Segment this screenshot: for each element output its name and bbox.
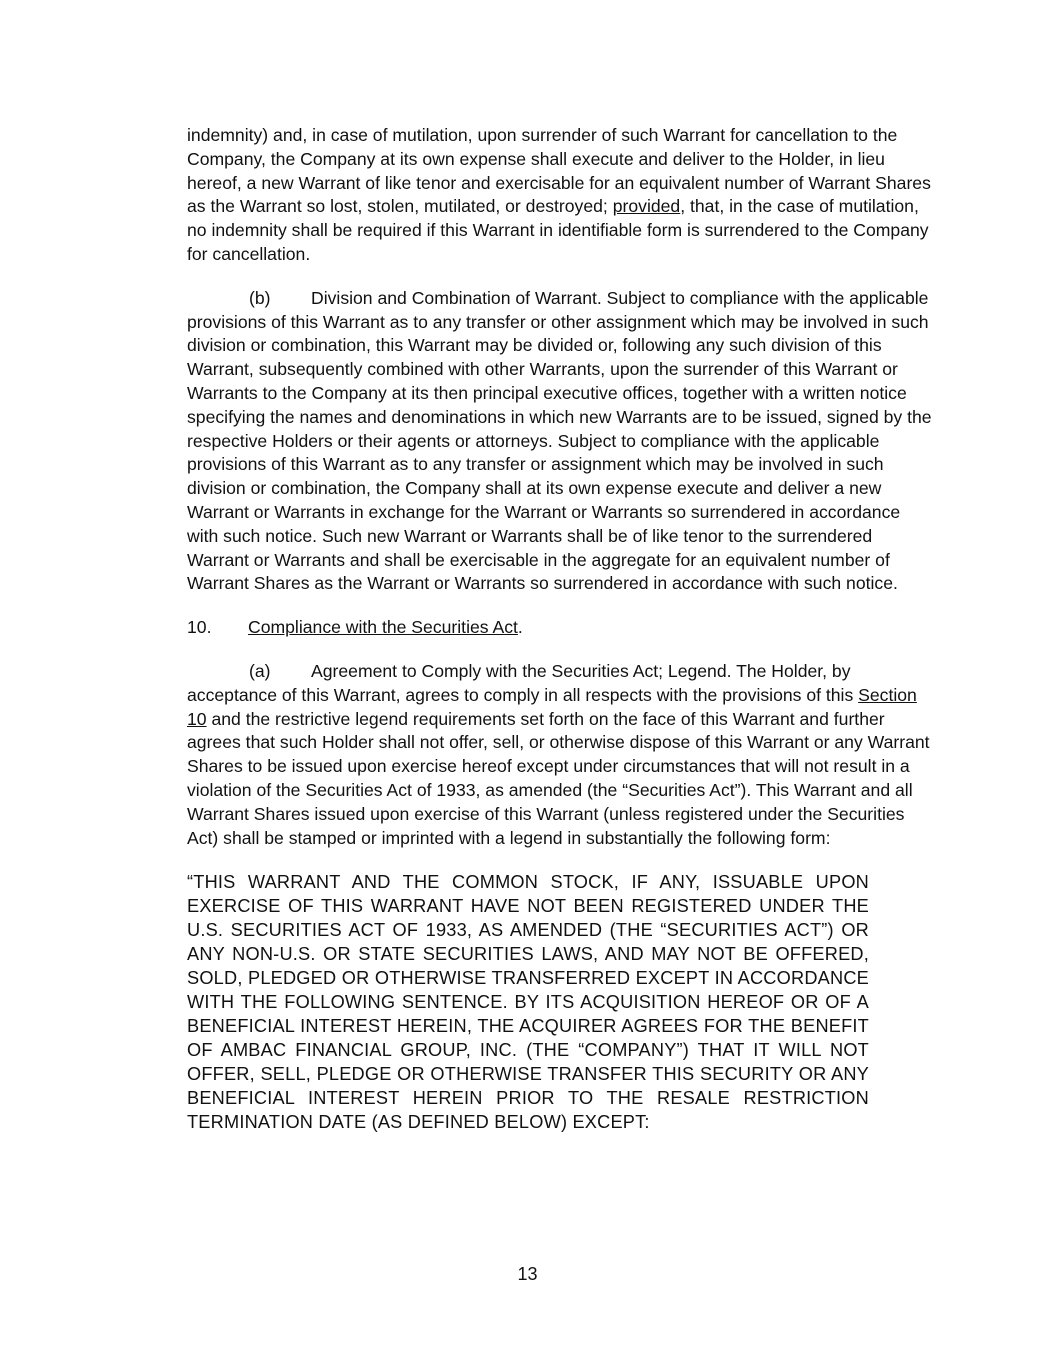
paragraph-continuation-text: indemnity) and, in case of mutilation, upon surrender of such Warrant for cancellation to the Company, the Company at its own expense shall execute and deliver to the Holder, in lieu hereof, a new Warrant of like tenor and exercisable for an equivalent number of Warrant Shares as the Warrant so lost, stolen, mutilated, or destroyed; [187, 125, 931, 217]
provided-term: provided [612, 196, 681, 217]
paragraph-continuation-tail: , that, in the case of mutilation, no indemnity shall be required if this Warrant in identifiable form is surrendered to the Company for cancellation. [187, 196, 929, 264]
subsection-b-text: Subject to compliance with the applicable provisions of this Warrant as to any transfer or other assignment which may be involved in such division or combination, this Warrant may be divided or, following any such division of this Warrant, subsequently combined with other Warrants, upon the surrender of this Warrant or Warrants to the Company at its then principal executive offices, together with a written notice specifying the names and denominations in which new Warrants are to be issued, signed by the respective Holders or their agents or attorneys. Subject to compliance with the applicable provisions of this Warrant as to any transfer or assignment which may be involved in such division or combination, the Company shall at its own expense execute and deliver a new Warrant or Warrants in exchange for the Warrant or Warrants so surrendered in accordance with such notice. Such new Warrant or Warrants shall be of like tenor to the surrendered Warrant or Warrants and shall be exercisable in the aggregate for an equivalent number of Warrant Shares as the Warrant or Warrants so surrendered in accordance with such notice. [187, 287, 932, 594]
page-number: 13 [517, 1264, 538, 1284]
section-10-number: 10. [187, 617, 212, 638]
subsection-a-marker: (a) [249, 660, 271, 681]
section-10-heading [187, 616, 932, 640]
subsection-b [187, 287, 932, 596]
subsection-a [187, 660, 932, 850]
section-10-title: Compliance with the Securities Act [248, 617, 518, 638]
section-10-reference: Section 10 [187, 684, 917, 729]
subsection-a-text-2: and the restrictive legend requirements set forth on the face of this Warrant and further agrees that such Holder shall not offer, sell, or otherwise dispose of this Warrant or any Warrant Shares to be issued upon exercise hereof except under circumstances that will not result in a violation of the Securities Act of 1933, as amended (the “Securities Act”). This Warrant and all Warrant Shares issued upon exercise of this Warrant (unless registered under the Securities Act) shall be stamped or imprinted with a legend in substantially the following form: [187, 708, 930, 848]
subsection-a-text-1: The Holder, by acceptance of this Warrant, agrees to comply in all respects with the provisions of this [187, 660, 859, 705]
paragraph-continuation [187, 124, 932, 267]
subsection-a-title: Agreement to Comply with the Securities Act; Legend. [311, 660, 732, 681]
document-page [187, 124, 932, 1134]
section-10-period: . [517, 617, 523, 638]
subsection-b-title: Division and Combination of Warrant. [311, 287, 602, 308]
subsection-b-marker: (b) [249, 287, 271, 308]
restrictive-legend: “THIS WARRANT AND THE COMMON STOCK, IF ANY, ISSUABLE UPON EXERCISE OF THIS WARRANT HAVE NOT BEEN REGISTERED UNDER THE U.S. SECURITIES ACT OF 1933, AS AMENDED (THE “SECURITIES ACT”) OR ANY NON-U.S. OR STATE SECURITIES LAWS, AND MAY NOT BE OFFERED, SOLD, PLEDGED OR OTHERWISE TRANSFERRED EXCEPT IN ACCORDANCE WITH THE FOLLOWING SENTENCE. BY ITS ACQUISITION HEREOF OR OF A BENEFICIAL INTEREST HEREIN, THE ACQUIRER AGREES FOR THE BENEFIT OF AMBAC FINANCIAL GROUP, INC. (THE “COMPANY”) THAT IT WILL NOT OFFER, SELL, PLEDGE OR OTHERWISE TRANSFER THIS SECURITY OR ANY BENEFICIAL INTEREST HEREIN PRIOR TO THE RESALE RESTRICTION TERMINATION DATE (AS DEFINED BELOW) EXCEPT: [187, 872, 869, 1133]
